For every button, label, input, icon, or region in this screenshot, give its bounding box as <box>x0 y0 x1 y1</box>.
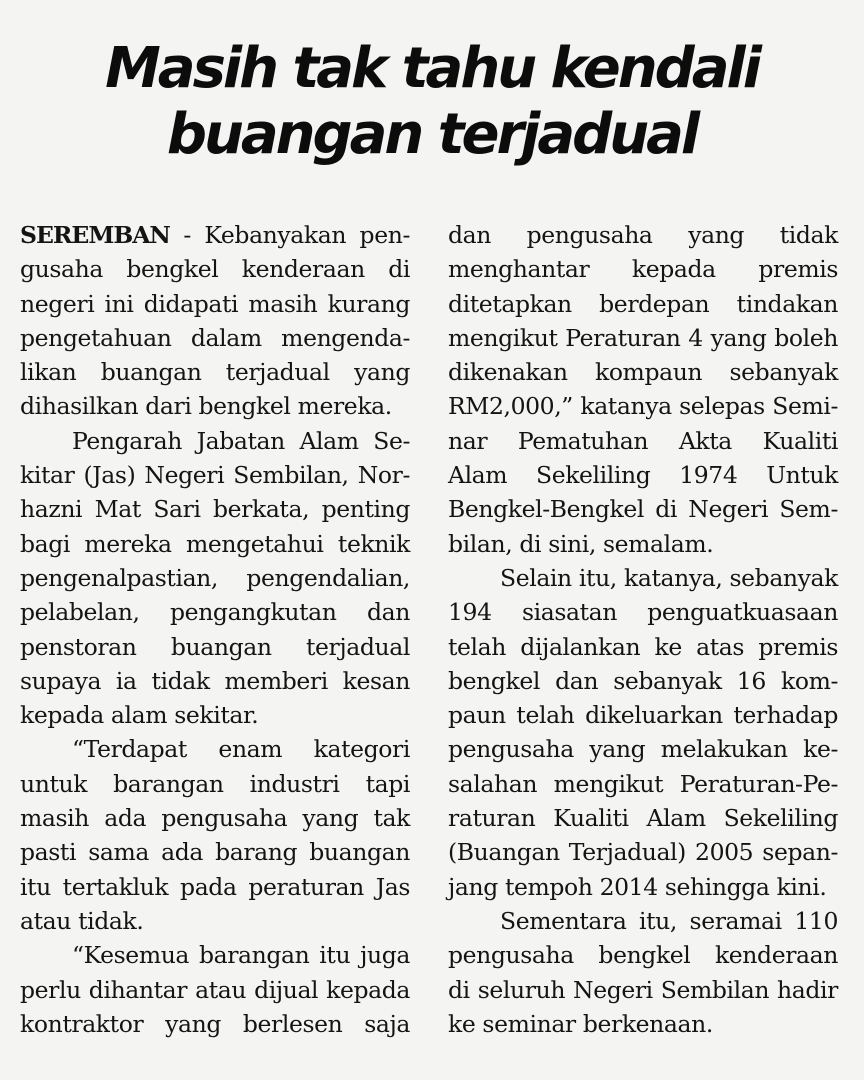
body-line: pelabelan, pengangkutan dan <box>20 598 410 627</box>
body-line: kepada alam sekitar. <box>20 701 259 730</box>
article-column-right <box>448 218 838 1041</box>
body-line: penstoran buangan terjadual <box>20 632 410 661</box>
body-line: pengetahuan dalam mengenda- <box>20 323 410 352</box>
body-line: pengusaha yang melakukan ke- <box>448 735 838 764</box>
body-line: Pengarah Jabatan Alam Se- <box>72 426 410 455</box>
body-line: supaya ia tidak memberi kesan <box>20 666 410 695</box>
body-line: ditetapkan berdepan tindakan <box>448 289 838 318</box>
article-column-left <box>20 218 410 1041</box>
body-line: mengikut Peraturan 4 yang boleh <box>448 323 838 352</box>
body-line: Bengkel-Bengkel di Negeri Sem- <box>448 495 838 524</box>
dateline: SEREMBAN <box>20 221 170 249</box>
body-line: (Buangan Terjadual) 2005 sepan- <box>448 838 838 867</box>
body-line: “Terdapat enam kategori <box>72 735 410 764</box>
body-line: itu tertakluk pada peraturan Jas <box>20 872 410 901</box>
body-line: pengusaha bengkel kenderaan <box>448 941 838 970</box>
body-line: menghantar kepada premis <box>448 255 838 284</box>
body-line: likan buangan terjadual yang <box>20 358 410 387</box>
body-line: bilan, di sini, semalam. <box>448 529 714 558</box>
body-line: paun telah dikeluarkan terhadap <box>448 701 838 730</box>
body-line: SEREMBAN - Kebanyakan pen- <box>20 221 410 249</box>
body-line: 194 siasatan penguatkuasaan <box>448 598 838 627</box>
body-line: dan pengusaha yang tidak <box>448 221 838 249</box>
headline-line-1: Masih tak tahu kendali <box>105 36 759 101</box>
body-line: telah dijalankan ke atas premis <box>448 632 838 661</box>
body-line: salahan mengikut Peraturan-Pe- <box>448 769 838 798</box>
body-line: hazni Mat Sari berkata, penting <box>20 495 410 524</box>
body-line: jang tempoh 2014 sehingga kini. <box>448 872 827 901</box>
headline <box>0 36 864 168</box>
body-line: RM2,000,” katanya selepas Semi- <box>448 392 838 421</box>
body-line: Selain itu, katanya, sebanyak <box>500 563 838 592</box>
body-line: untuk barangan industri tapi <box>20 769 410 798</box>
body-line: kitar (Jas) Negeri Sembilan, Nor- <box>20 461 410 490</box>
body-line: “Kesemua barangan itu juga <box>72 941 410 970</box>
body-line: bagi mereka mengetahui teknik <box>20 529 410 558</box>
body-line: raturan Kualiti Alam Sekeliling <box>448 804 838 833</box>
body-line: pasti sama ada barang buangan <box>20 838 410 867</box>
body-line: Alam Sekeliling 1974 Untuk <box>448 461 838 490</box>
headline-line-2: buangan terjadual <box>166 102 698 167</box>
body-line: Sementara itu, seramai 110 <box>500 906 838 935</box>
body-line: pengenalpastian, pengendalian, <box>20 563 410 592</box>
body-line: dihasilkan dari bengkel mereka. <box>20 392 392 421</box>
body-line: kontraktor yang berlesen saja <box>20 1009 410 1038</box>
body-line: gusaha bengkel kenderaan di <box>20 255 410 284</box>
body-line: ke seminar berkenaan. <box>448 1009 713 1038</box>
body-line: masih ada pengusaha yang tak <box>20 804 410 833</box>
body-line: nar Pematuhan Akta Kualiti <box>448 426 838 455</box>
body-line: negeri ini didapati masih kurang <box>20 289 410 318</box>
body-line: perlu dihantar atau dijual kepada <box>20 975 410 1004</box>
body-line: di seluruh Negeri Sembilan hadir <box>448 975 838 1004</box>
body-line: dikenakan kompaun sebanyak <box>448 358 838 387</box>
body-line: bengkel dan sebanyak 16 kom- <box>448 666 838 695</box>
body-line: atau tidak. <box>20 906 144 935</box>
